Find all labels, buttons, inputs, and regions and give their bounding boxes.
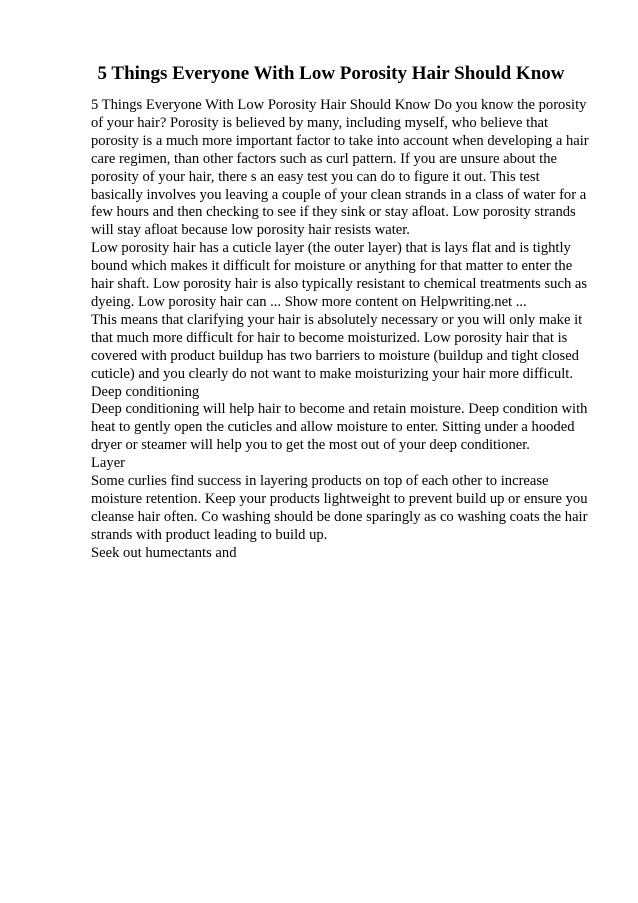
deep-conditioning-paragraph: Deep conditioning will help hair to become and retain moisture. Deep condition with heat to gently open the cuticles and allow moisture to enter. Sitting under a hooded dryer or steamer will help you to get the most out of your deep conditioner.: [91, 401, 588, 454]
clarifying-paragraph: This means that clarifying your hair is absolutely necessary or you will only make it that much more difficult for hair to become moisturized. Low porosity hair that is covered with product buildup has two barriers to moisture (buildup and tight closed cuticle) and you clearly do not want to make moisturizing your hair more difficult.: [91, 311, 583, 382]
cuticle-paragraph: Low porosity hair has a cuticle layer (the outer layer) that is lays flat and is tightly bound which makes it difficult for moisture or anything for that matter to enter the hair shaft. Low porosity hair is also typically resistant to chemical treatments such as dyeing. Low porosity hair can ... Show more content on Helpwriting.net ...: [91, 240, 588, 310]
intro-paragraph: 5 Things Everyone With Low Porosity Hair Should Know Do you know the porosity of your hair? Porosity is believed by many, including myself, who believe that porosity is a much more important factor to take into account when developing a hair care regimen, than other factors such as curl pattern. If you are unsure about the porosity of your hair, there s an easy test you can do to figure it out. This test basically involves you leaving a couple of your clean strands in a class of water for a few hours and then checking to see if they sink or stay afloat. Low porosity strands will stay afloat because low porosity hair resists water.: [91, 97, 589, 239]
layer-heading: Layer: [91, 455, 126, 472]
layer-paragraph: Some curlies find success in layering products on top of each other to increase moisture retention. Keep your products lightweight to prevent build up or ensure you cleanse hair often. Co washing should be done sparingly as co washing coats the hair strands with product leading to build up.: [91, 473, 588, 543]
humectants-paragraph: Seek out humectants and: [91, 544, 237, 561]
deep-conditioning-heading: Deep conditioning: [91, 383, 200, 400]
document-body: [91, 97, 591, 563]
document-title: 5 Things Everyone With Low Porosity Hair Should Know: [97, 63, 565, 84]
